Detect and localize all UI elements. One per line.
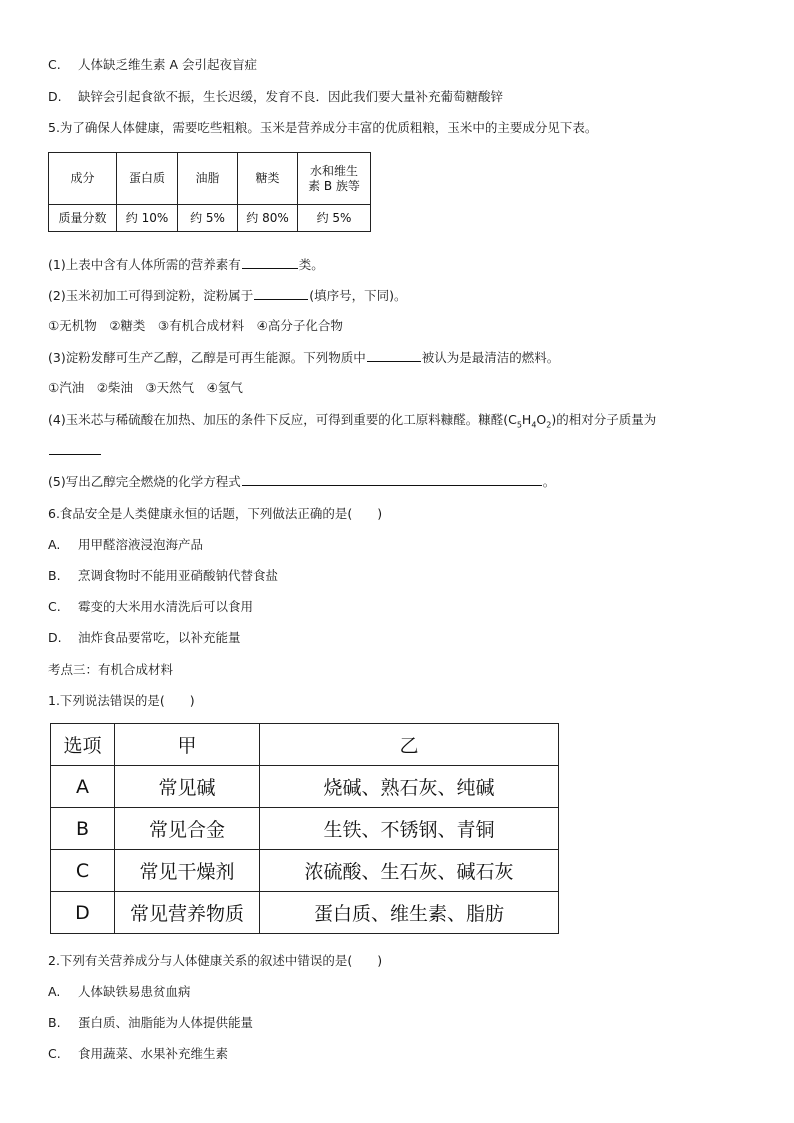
table-cell: 烧碱、熟石灰、纯碱 (260, 766, 559, 808)
part-text: (3)淀粉发酵可生产乙醇，乙醇是可再生能源。下列物质中 (48, 350, 366, 365)
table-cell: 常见碱 (115, 766, 260, 808)
part-text: (填序号，下同)。 (309, 288, 407, 303)
option-text: 霉变的大米用水清洗后可以食用 (78, 599, 254, 614)
s3q2-option-b[interactable] (48, 1015, 253, 1031)
q6-option-a[interactable] (48, 537, 203, 553)
part-text: (4)玉米芯与稀硫酸在加热、加压的条件下反应，可得到重要的化工原料糠醛。糠醛(C (48, 412, 517, 427)
table-row (51, 850, 559, 892)
option-letter: C. (48, 57, 61, 72)
answer-blank[interactable] (242, 473, 542, 486)
table-row (51, 808, 559, 850)
option-d (48, 89, 503, 105)
part-text: 被认为是最清洁的燃料。 (421, 350, 560, 365)
table-cell: 浓硫酸、生石灰、碱石灰 (260, 850, 559, 892)
part-text: (5)写出乙醇完全燃烧的化学方程式 (48, 474, 241, 489)
table-cell: 常见营养物质 (115, 892, 260, 934)
option-text: 蛋白质、油脂能为人体提供能量 (78, 1015, 254, 1030)
choice-table (50, 723, 559, 934)
table-header-cell: 选项 (51, 724, 115, 766)
part-text: )的相对分子质量为 (551, 412, 657, 427)
option-letter: C. (48, 599, 61, 614)
option-letter: B. (48, 568, 61, 583)
answer-blank[interactable] (254, 287, 308, 300)
table-cell: C (51, 850, 115, 892)
q5-part2 (48, 287, 406, 304)
option-text: 缺锌会引起食欲不振，生长迟缓，发育不良．因此我们要大量补充葡萄糖酸锌 (78, 89, 504, 104)
option-text: 烹调食物时不能用亚硝酸钠代替食盐 (78, 568, 279, 583)
q5-part2-options: ①无机物 ②糖类 ③有机合成材料 ④高分子化合物 (48, 318, 343, 333)
table-row-label: 质量分数 (49, 205, 117, 232)
header-line: 水和维生 (309, 163, 358, 178)
option-text: 用甲醛溶液浸泡海产品 (78, 537, 204, 552)
option-text: 人体缺铁易患贫血病 (78, 984, 191, 999)
q6-option-b[interactable] (48, 568, 278, 584)
option-letter: D. (48, 89, 62, 104)
table-header-cell: 油脂 (178, 153, 238, 205)
table-header-row (49, 153, 371, 205)
table-row (49, 205, 371, 232)
table-cell: B (51, 808, 115, 850)
table-cell: 常见合金 (115, 808, 260, 850)
option-letter: B. (48, 1015, 61, 1030)
q6-stem: 6.食品安全是人类健康永恒的话题，下列做法正确的是( ) (48, 506, 383, 521)
header-line: 素 B 族等 (308, 178, 360, 193)
table-header-row (51, 724, 559, 766)
s3q2-option-c[interactable] (48, 1046, 228, 1062)
table-cell: D (51, 892, 115, 934)
answer-blank[interactable] (367, 349, 421, 362)
table-header-cell (298, 153, 371, 205)
table-cell: 约 5% (298, 205, 371, 232)
q5-part5 (48, 473, 555, 490)
table-header-cell: 糖类 (238, 153, 298, 205)
table-header-cell: 蛋白质 (117, 153, 178, 205)
nutrition-table (48, 152, 371, 232)
q5-part1 (48, 256, 324, 273)
q6-option-c[interactable] (48, 599, 253, 615)
option-c (48, 57, 257, 73)
answer-blank[interactable] (242, 256, 298, 269)
q5-part3 (48, 349, 559, 366)
answer-blank[interactable] (49, 442, 101, 455)
section-heading: 考点三：有机合成材料 (48, 662, 174, 677)
part-text: 。 (542, 474, 556, 489)
option-text: 人体缺乏维生素 A 会引起夜盲症 (78, 57, 257, 72)
q5-stem: 5.为了确保人体健康，需要吃些粗粮。玉米是营养成分丰富的优质粗粮，玉米中的主要成分见下表。 (48, 120, 598, 135)
s3q2-stem: 2.下列有关营养成分与人体健康关系的叙述中错误的是( ) (48, 953, 383, 968)
q6-option-d[interactable] (48, 630, 241, 646)
subscript: 4 (531, 420, 537, 430)
table-cell: 约 80% (238, 205, 298, 232)
part-text: (2)玉米初加工可得到淀粉，淀粉属于 (48, 288, 254, 303)
table-header-cell: 甲 (115, 724, 260, 766)
option-letter: C. (48, 1046, 61, 1061)
option-text: 油炸食品要常吃，以补充能量 (78, 630, 241, 645)
table-cell: 蛋白质、维生素、脂肪 (260, 892, 559, 934)
option-letter: A. (48, 984, 61, 999)
subscript: 5 (516, 420, 522, 430)
table-row (51, 766, 559, 808)
part-text: (1)上表中含有人体所需的营养素有 (48, 257, 241, 272)
table-cell: 约 5% (178, 205, 238, 232)
table-cell: 生铁、不锈钢、青铜 (260, 808, 559, 850)
formula-text: O (536, 412, 547, 427)
part-text: 类。 (298, 257, 324, 272)
option-text: 食用蔬菜、水果补充维生素 (78, 1046, 229, 1061)
table-header-cell: 乙 (260, 724, 559, 766)
q5-part4-blank-line (48, 442, 102, 459)
s3q2-option-a[interactable] (48, 984, 191, 1000)
subscript: 2 (546, 420, 552, 430)
table-row (51, 892, 559, 934)
formula-text: H (521, 412, 532, 427)
q5-part3-options: ①汽油 ②柴油 ③天然气 ④氢气 (48, 380, 243, 395)
option-letter: D. (48, 630, 62, 645)
s3q1-stem: 1.下列说法错误的是( ) (48, 693, 195, 708)
table-cell: 常见干燥剂 (115, 850, 260, 892)
q5-part4 (48, 412, 656, 434)
table-cell: 约 10% (117, 205, 178, 232)
table-header-cell: 成分 (49, 153, 117, 205)
option-letter: A. (48, 537, 61, 552)
table-cell: A (51, 766, 115, 808)
